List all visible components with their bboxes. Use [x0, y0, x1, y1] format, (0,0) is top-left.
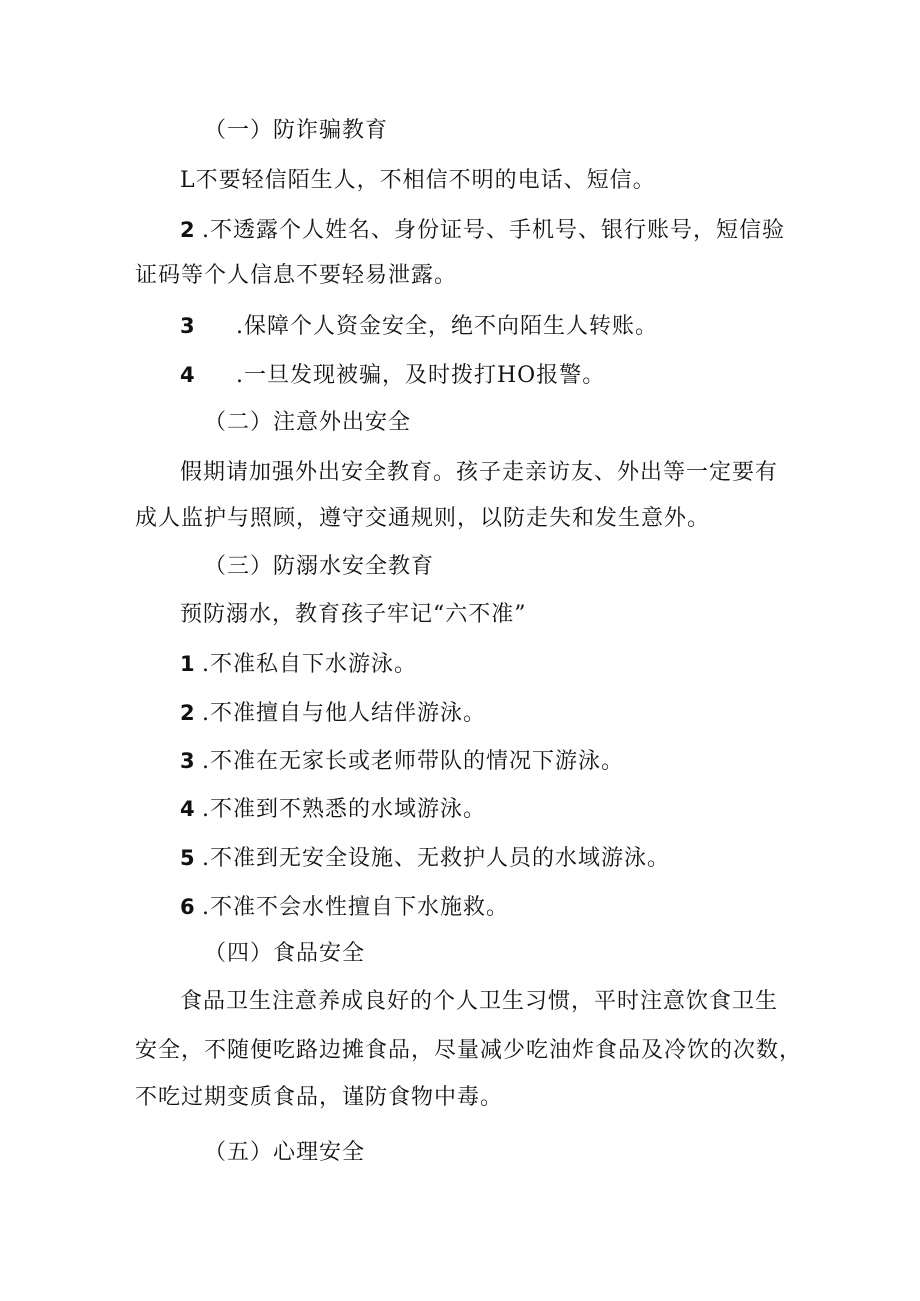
- food-safety-paragraph-line-1: 食品卫生注意养成良好的个人卫生习惯，平时注意饮食卫生: [180, 989, 779, 1014]
- outing-safety-paragraph-line-1: 假期请加强外出安全教育。孩子走亲访友、外出等一定要有: [180, 460, 779, 485]
- item-text: .不准擅自与他人结伴游泳。: [202, 701, 486, 726]
- item-text: .一旦发现被骗，及时拨打HO报警。: [236, 363, 606, 388]
- item-number: 2: [180, 218, 196, 242]
- section-heading-anti-fraud: （一）防诈骗教育: [204, 118, 389, 143]
- section-heading-food-safety: （四）食品安全: [204, 941, 366, 966]
- item-number: 4: [180, 363, 196, 387]
- item-text: .不准在无家长或老师带队的情况下游泳。: [202, 749, 624, 774]
- item-text: .不准私自下水游泳。: [202, 652, 417, 677]
- item-number: 2: [180, 701, 196, 725]
- anti-fraud-item-2: [180, 215, 785, 246]
- item-text: .不准到无安全设施、无救护人员的水域游泳。: [202, 846, 670, 871]
- item-text: .不准到不熟悉的水域游泳。: [202, 797, 486, 822]
- item-number: 5: [180, 846, 196, 870]
- outing-safety-paragraph-line-2: 成人监护与照顾，遵守交通规则，以防走失和发生意外。: [135, 506, 711, 531]
- drowning-rule-5: [180, 843, 670, 874]
- item-number: 3: [180, 749, 196, 773]
- item-text: .不透露个人姓名、身份证号、手机号、银行账号，短信验: [202, 218, 785, 243]
- anti-fraud-item-4: [180, 360, 605, 391]
- drowning-rule-1: [180, 649, 417, 680]
- drowning-intro: 预防溺水，教育孩子牢记“六不准”: [180, 602, 527, 627]
- drowning-rule-6: [180, 892, 509, 923]
- item-text: .不准不会水性擅自下水施救。: [202, 895, 509, 920]
- food-safety-paragraph-line-2: 安全，不随便吃路边摊食品，尽量减少吃油炸食品及冷饮的次数，: [135, 1038, 803, 1063]
- item-number: 1: [180, 652, 196, 676]
- item-text: .保障个人资金安全，绝不向陌生人转账。: [236, 314, 658, 339]
- section-heading-mental-safety: （五）心理安全: [204, 1140, 366, 1165]
- item-number: 4: [180, 797, 196, 821]
- section-heading-outing-safety: （二）注意外出安全: [204, 410, 412, 435]
- anti-fraud-item-3: [180, 311, 658, 342]
- anti-fraud-item-2-continued: 证码等个人信息不要轻易泄露。: [135, 263, 458, 288]
- item-number: 6: [180, 895, 196, 919]
- anti-fraud-item-1: L不要轻信陌生人，不相信不明的电话、短信。: [180, 168, 656, 193]
- item-number: 3: [180, 314, 196, 338]
- drowning-rule-2: [180, 698, 486, 729]
- drowning-rule-3: [180, 746, 624, 777]
- drowning-rule-4: [180, 794, 486, 825]
- section-heading-drowning-prevention: （三）防溺水安全教育: [204, 554, 435, 579]
- food-safety-paragraph-line-3: 不吃过期变质食品，谨防食物中毒。: [135, 1085, 504, 1110]
